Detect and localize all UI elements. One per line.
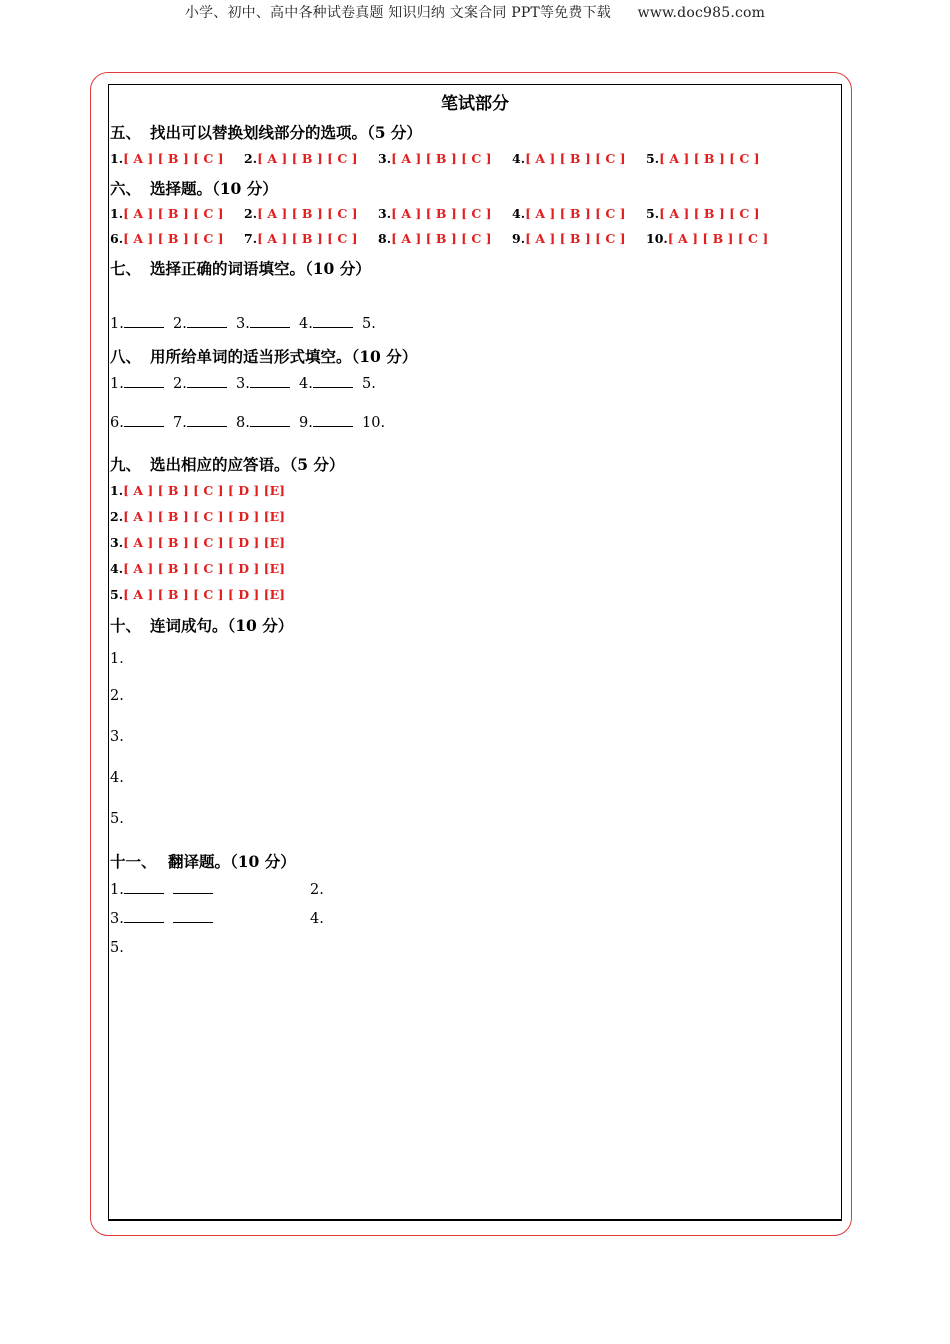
header-text: 小学、初中、高中各种试卷真题 知识归纳 文案合同 PPT等免费下载	[184, 5, 611, 21]
answer-item[interactable]: 1.[ A ] [ B ] [ C ] [ D ] [E]	[110, 483, 286, 498]
sentence-line[interactable]: 5.	[110, 811, 124, 827]
blank-item[interactable]: 8.	[236, 414, 299, 431]
section-7-heading	[110, 257, 371, 279]
translation-row-1	[110, 881, 324, 898]
section-number: 十一、	[110, 852, 157, 871]
section-8-heading	[110, 345, 417, 367]
answer-item[interactable]: 8.[ A ] [ B ] [ C ]	[378, 231, 492, 246]
sentence-line[interactable]: 4.	[110, 770, 124, 786]
blank-item[interactable]: 4.	[299, 315, 362, 332]
header-url[interactable]: www.doc985.com	[637, 5, 766, 21]
translation-item[interactable]: 3.	[110, 910, 310, 927]
section-10-heading	[110, 614, 293, 636]
answer-item[interactable]: 4.[ A ] [ B ] [ C ]	[512, 151, 626, 166]
page-header	[0, 2, 950, 22]
section-8-blanks-row1	[110, 375, 425, 392]
translation-item[interactable]: 1.	[110, 881, 310, 898]
section-9-heading	[110, 453, 344, 475]
section-7-blanks	[110, 315, 425, 332]
section-11-heading	[110, 850, 296, 872]
section-label: 找出可以替换划线部分的选项。（5 分）	[150, 123, 422, 142]
section-8-blanks-row2	[110, 414, 425, 431]
blank-item[interactable]: 5.	[362, 316, 376, 332]
section-label: 连词成句。（10 分）	[150, 616, 294, 635]
translation-row-2	[110, 910, 324, 927]
answer-item[interactable]: 4.[ A ] [ B ] [ C ]	[512, 206, 626, 221]
answer-item[interactable]: 7.[ A ] [ B ] [ C ]	[244, 231, 358, 246]
answer-item[interactable]: 10.[ A ] [ B ] [ C ]	[646, 231, 769, 246]
blank-item[interactable]: 4.	[299, 375, 362, 392]
blank-item[interactable]: 1.	[110, 315, 173, 332]
section-label: 选择题。（10 分）	[150, 179, 278, 198]
answer-item[interactable]: 3.[ A ] [ B ] [ C ]	[378, 206, 492, 221]
section-label: 用所给单词的适当形式填空。（10 分）	[150, 347, 418, 366]
section-label: 选择正确的词语填空。（10 分）	[150, 259, 371, 278]
answer-item[interactable]: 2.[ A ] [ B ] [ C ]	[244, 206, 358, 221]
section-6-options-row2	[110, 231, 780, 246]
translation-item[interactable]: 2.	[310, 882, 324, 898]
section-number: 十、	[110, 616, 142, 635]
page-title: 笔试部分	[441, 94, 509, 114]
section-6-options-row1	[110, 206, 780, 221]
sentence-line[interactable]: 1．	[110, 651, 134, 667]
answer-item[interactable]: 3.[ A ] [ B ] [ C ]	[378, 151, 492, 166]
blank-item[interactable]: 5.	[362, 376, 376, 392]
translation-item[interactable]: 5.	[110, 940, 124, 956]
translation-item[interactable]: 4.	[310, 911, 324, 927]
sentence-line[interactable]: 3.	[110, 729, 124, 745]
section-5-options	[110, 151, 780, 166]
section-number: 六、	[110, 179, 142, 198]
answer-item[interactable]: 5.[ A ] [ B ] [ C ]	[646, 206, 760, 221]
blank-item[interactable]: 6.	[110, 414, 173, 431]
sentence-line[interactable]: 2.	[110, 688, 124, 704]
blank-item[interactable]: 9.	[299, 414, 362, 431]
blank-item[interactable]: 10.	[362, 415, 386, 431]
blank-item[interactable]: 1.	[110, 375, 173, 392]
section-label: 选出相应的应答语。（5 分）	[150, 455, 345, 474]
section-number: 七、	[110, 259, 142, 278]
answer-item[interactable]: 6.[ A ] [ B ] [ C ]	[110, 231, 224, 246]
answer-item[interactable]: 3.[ A ] [ B ] [ C ] [ D ] [E]	[110, 535, 286, 550]
blank-item[interactable]: 7.	[173, 414, 236, 431]
section-5-heading	[110, 121, 422, 143]
section-number: 九、	[110, 455, 142, 474]
answer-item[interactable]: 1.[ A ] [ B ] [ C ]	[110, 151, 224, 166]
section-6-heading	[110, 177, 278, 199]
answer-item[interactable]: 2.[ A ] [ B ] [ C ]	[244, 151, 358, 166]
blank-item[interactable]: 2.	[173, 315, 236, 332]
section-label: 翻译题。（10 分）	[168, 852, 296, 871]
answer-item[interactable]: 4.[ A ] [ B ] [ C ] [ D ] [E]	[110, 561, 286, 576]
blank-item[interactable]: 3.	[236, 375, 299, 392]
answer-sheet	[108, 84, 842, 1221]
section-number: 八、	[110, 347, 142, 366]
section-number: 五、	[110, 123, 142, 142]
blank-item[interactable]: 2.	[173, 375, 236, 392]
answer-item[interactable]: 1.[ A ] [ B ] [ C ]	[110, 206, 224, 221]
answer-item[interactable]: 5.[ A ] [ B ] [ C ]	[646, 151, 760, 166]
blank-item[interactable]: 3.	[236, 315, 299, 332]
answer-item[interactable]: 2.[ A ] [ B ] [ C ] [ D ] [E]	[110, 509, 286, 524]
answer-item[interactable]: 5.[ A ] [ B ] [ C ] [ D ] [E]	[110, 587, 286, 602]
answer-item[interactable]: 9.[ A ] [ B ] [ C ]	[512, 231, 626, 246]
